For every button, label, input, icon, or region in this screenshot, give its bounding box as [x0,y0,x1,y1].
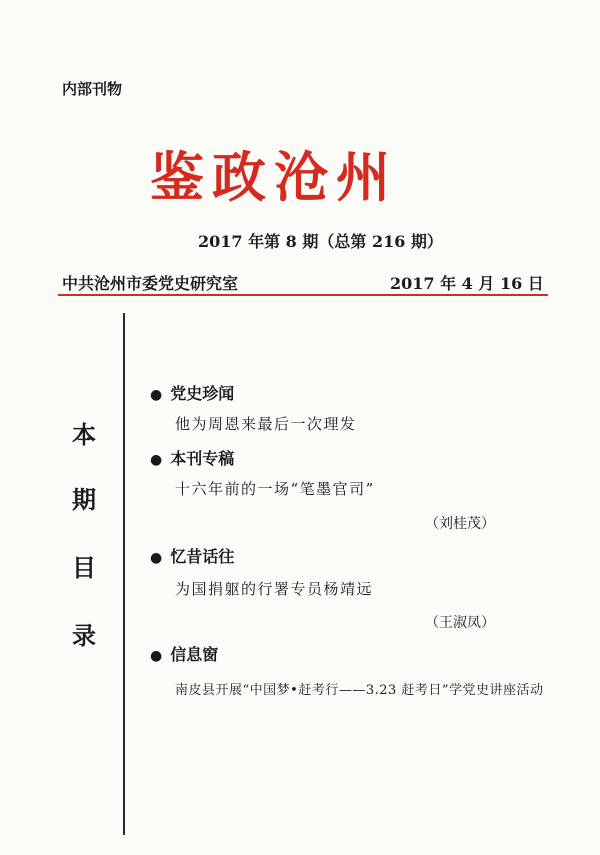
toc-section-heading [150,544,234,567]
sidebar-char: 本 [72,421,96,449]
toc-article-author: （王淑凤） [425,615,495,631]
issue-number: 2017 年第 8 期（总第 216 期） [198,232,443,251]
internal-publication-label: 内部刊物 [62,80,123,98]
section-heading-text: 信息窗 [170,645,219,664]
section-heading-text: 党史珍闻 [170,384,235,403]
journal-title: 鉴政沧州 [150,146,398,209]
bullet-icon: ● [150,452,163,468]
bullet-icon: ● [150,648,163,664]
toc-article-title[interactable]: 他为周恩来最后一次理发 [175,415,357,433]
toc-section-heading [150,446,234,469]
bullet-icon: ● [150,550,163,566]
toc-article-title[interactable]: 为国捐躯的行署专员杨靖远 [175,580,374,598]
sidebar-char: 期 [72,486,96,514]
toc-section-heading [150,381,234,404]
sidebar-char: 录 [72,622,96,650]
toc-section-heading [150,642,218,665]
sidebar-char: 目 [72,554,96,582]
header-divider [58,294,548,296]
publisher-name: 中共沧州市委党史研究室 [62,274,239,293]
section-heading-text: 本刊专稿 [170,449,235,468]
publication-date: 2017 年 4 月 16 日 [390,274,544,293]
toc-article-title[interactable]: 十六年前的一场“笔墨官司” [175,480,375,498]
section-heading-text: 忆昔话往 [170,547,235,566]
toc-article-author: （刘桂茂） [425,516,495,532]
bullet-icon: ● [150,387,163,403]
toc-article-title[interactable]: 南皮县开展“中国梦•赶考行——3.23 赶考日”学党史讲座活动 [175,683,544,698]
toc-vertical-divider [123,313,125,835]
